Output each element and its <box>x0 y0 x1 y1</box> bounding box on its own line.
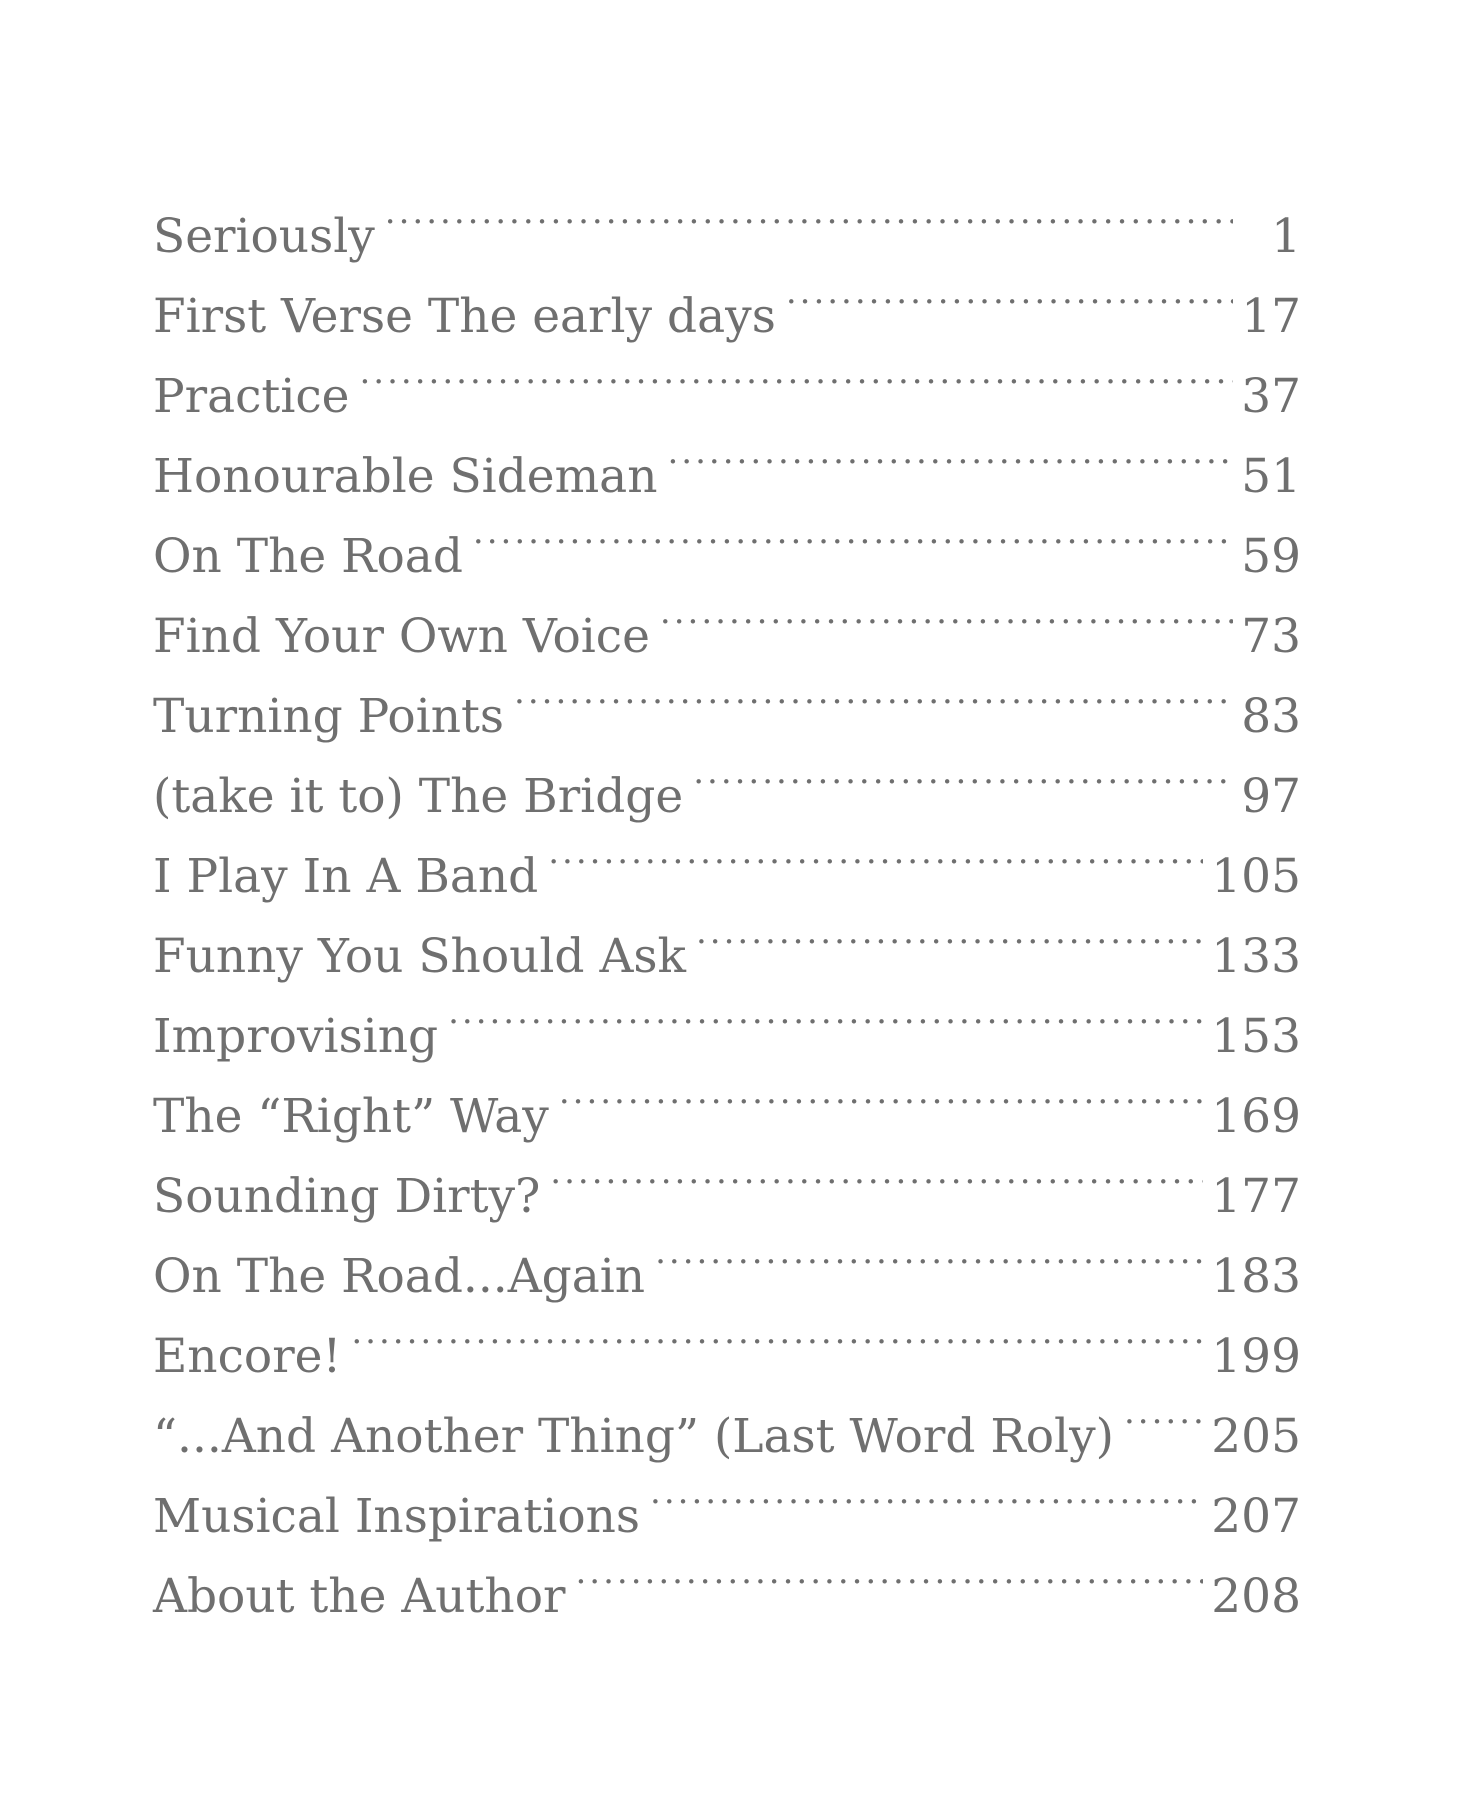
toc-entry-page: 205 <box>1211 1409 1301 1464</box>
toc-entry-page: 153 <box>1211 1009 1301 1064</box>
toc-entry-title: Practice <box>153 369 350 424</box>
toc-entry-page: 1 <box>1271 209 1301 264</box>
dot-leader <box>575 1532 1203 1612</box>
toc-entry-title: “...And Another Thing” (Last Word Roly) <box>153 1409 1114 1464</box>
toc-entry-page: 105 <box>1211 849 1301 904</box>
dot-leader <box>448 972 1203 1052</box>
toc-entry-title: Improvising <box>153 1009 439 1064</box>
dot-leader <box>473 492 1233 572</box>
dot-leader <box>360 332 1234 412</box>
toc-entry-page: 208 <box>1211 1569 1301 1624</box>
toc-entry-title: I Play In A Band <box>153 849 539 904</box>
toc-entry-title: Find Your Own Voice <box>153 609 650 664</box>
toc-entry-title: Honourable Sideman <box>153 449 658 504</box>
dot-leader <box>385 172 1233 252</box>
table-of-contents <box>153 172 1301 1624</box>
toc-entry-page: 51 <box>1241 449 1301 504</box>
toc-entry <box>153 172 1301 264</box>
toc-entry-title: On The Road <box>153 529 463 584</box>
toc-entry-page: 133 <box>1211 929 1301 984</box>
toc-entry-page: 37 <box>1241 369 1301 424</box>
dot-leader <box>559 1052 1203 1132</box>
toc-entry-page: 97 <box>1241 769 1301 824</box>
toc-entry-title: First Verse The early days <box>153 289 776 344</box>
toc-entry-page: 17 <box>1241 289 1301 344</box>
dot-leader <box>650 1452 1203 1532</box>
toc-entry-page: 177 <box>1211 1169 1301 1224</box>
toc-entry-title: Musical Inspirations <box>153 1489 641 1544</box>
toc-entry-title: About the Author <box>153 1569 566 1624</box>
toc-entry-page: 169 <box>1211 1089 1301 1144</box>
toc-entry-title: Turning Points <box>153 689 505 744</box>
toc-entry-title: Seriously <box>153 209 375 264</box>
dot-leader <box>514 652 1233 732</box>
dot-leader <box>351 1292 1203 1372</box>
dot-leader <box>660 572 1233 652</box>
toc-entry-title: The “Right” Way <box>153 1089 549 1144</box>
toc-entry-page: 199 <box>1211 1329 1301 1384</box>
dot-leader <box>786 252 1233 332</box>
dot-leader <box>1124 1372 1203 1452</box>
toc-entry-page: 59 <box>1241 529 1301 584</box>
toc-entry-page: 73 <box>1241 609 1301 664</box>
dot-leader <box>667 412 1233 492</box>
toc-entry-page: 183 <box>1211 1249 1301 1304</box>
dot-leader <box>693 732 1233 812</box>
toc-entry-page: 83 <box>1241 689 1301 744</box>
toc-entry-title: Encore! <box>153 1329 342 1384</box>
dot-leader <box>550 1132 1203 1212</box>
toc-entry-page: 207 <box>1211 1489 1301 1544</box>
toc-entry-title: On The Road...Again <box>153 1249 646 1304</box>
dot-leader <box>548 812 1203 892</box>
toc-entry-title: Sounding Dirty? <box>153 1169 541 1224</box>
toc-entry-title: (take it to) The Bridge <box>153 769 684 824</box>
toc-entry-title: Funny You Should Ask <box>153 929 686 984</box>
dot-leader <box>696 892 1203 972</box>
dot-leader <box>655 1212 1203 1292</box>
